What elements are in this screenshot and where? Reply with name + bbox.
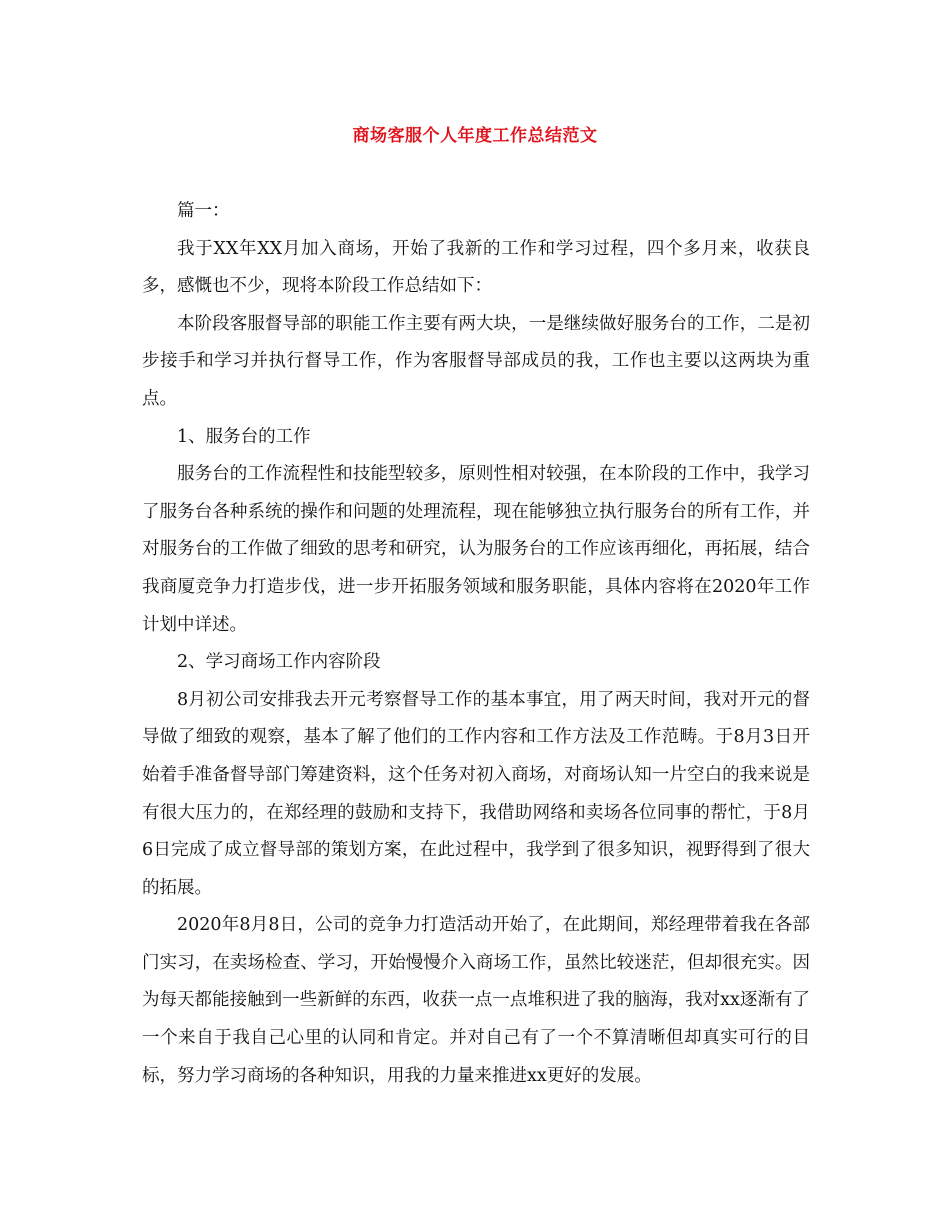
- paragraph: 2020年8月8日，公司的竞争力打造活动开始了，在此期间，郑经理带着我在各部门实习，在卖场检查、学习，开始慢慢介入商场工作，虽然比较迷茫，但却很充实。因为每天都能接触到一些新鲜的东西，收获一点一点堆积进了我的脑海，我对xx逐渐有了一个来自于我自己心里的认同和肯定。并对自己有了一个不算清晰但却真实可行的目标，努力学习商场的各种知识，用我的力量来推进xx更好的发展。: [142, 915, 810, 1086]
- paragraph: 服务台的工作流程性和技能型较多，原则性相对较强，在本阶段的工作中，我学习了服务台各种系统的操作和问题的处理流程，现在能够独立执行服务台的所有工作，并对服务台的工作做了细致的思考和研究，认为服务台的工作应该再细化，再拓展，结合我商厦竞争力打造步伐，进一步开拓服务领域和服务职能，具体内容将在2020年工作计划中详述。: [142, 464, 810, 635]
- document-title: 商场客服个人年度工作总结范文: [352, 126, 598, 146]
- subheading: 1、服务台的工作: [177, 426, 311, 447]
- paragraph: 本阶段客服督导部的职能工作主要有两大块，一是继续做好服务台的工作，二是初步接手和学习并执行督导工作，作为客服督导部成员的我，工作也主要以这两块为重点。: [142, 313, 810, 409]
- paragraph: 我于XX年XX月加入商场，开始了我新的工作和学习过程，四个多月来，收获良多，感慨也不少，现将本阶段工作总结如下：: [142, 238, 810, 297]
- subheading: 2、学习商场工作内容阶段: [177, 652, 381, 673]
- section-heading: 篇一：: [177, 201, 230, 221]
- paragraph: 8月初公司安排我去开元考察督导工作的基本事宜，用了两天时间，我对开元的督导做了细致的观察，基本了解了他们的工作内容和工作方法及工作范畴。于8月3日开始着手准备督导部门筹建资料，这个任务对初入商场，对商场认知一片空白的我来说是有很大压力的，在郑经理的鼓励和支持下，我借助网络和卖场各位同事的帮忙，于8月6日完成了成立督导部的策划方案，在此过程中，我学到了很多知识，视野得到了很大的拓展。: [142, 689, 810, 898]
- document-body: [142, 193, 810, 1095]
